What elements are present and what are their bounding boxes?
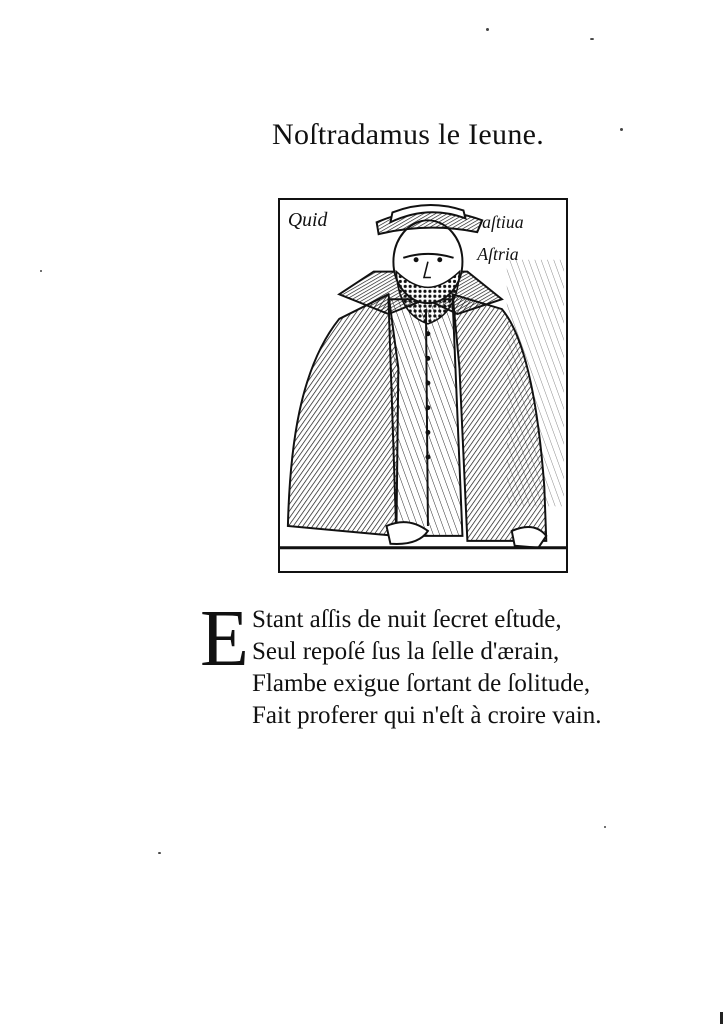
verse-line: Stant aſſis de nuit ſecret eſtude,: [252, 606, 562, 633]
page-edge-mark: [720, 1012, 723, 1024]
inscription-right-2: Aſtria: [477, 243, 519, 264]
verse-line: Fait proferer qui n'eſt à croire vain.: [252, 702, 602, 729]
verse-lines: [252, 604, 652, 732]
portrait-illustration: [280, 200, 566, 571]
scan-speck: [604, 826, 606, 828]
scan-speck: [590, 38, 594, 40]
scan-speck: [486, 28, 489, 31]
scan-speck: [40, 270, 42, 272]
page-title: Noſtradamus le Ieune.: [272, 118, 545, 151]
verse-line: Flambe exigue ſortant de ſolitude,: [252, 670, 591, 697]
woodcut-portrait: [278, 198, 568, 573]
scan-speck: [158, 852, 161, 854]
drop-cap: E: [200, 595, 249, 683]
scan-speck: [620, 128, 623, 131]
verse-line: Seul repoſé ſus la ſelle d'ærain,: [252, 638, 560, 665]
inscription-right-1: aſtiua: [482, 212, 524, 233]
inscription-left: Quid: [287, 209, 328, 232]
